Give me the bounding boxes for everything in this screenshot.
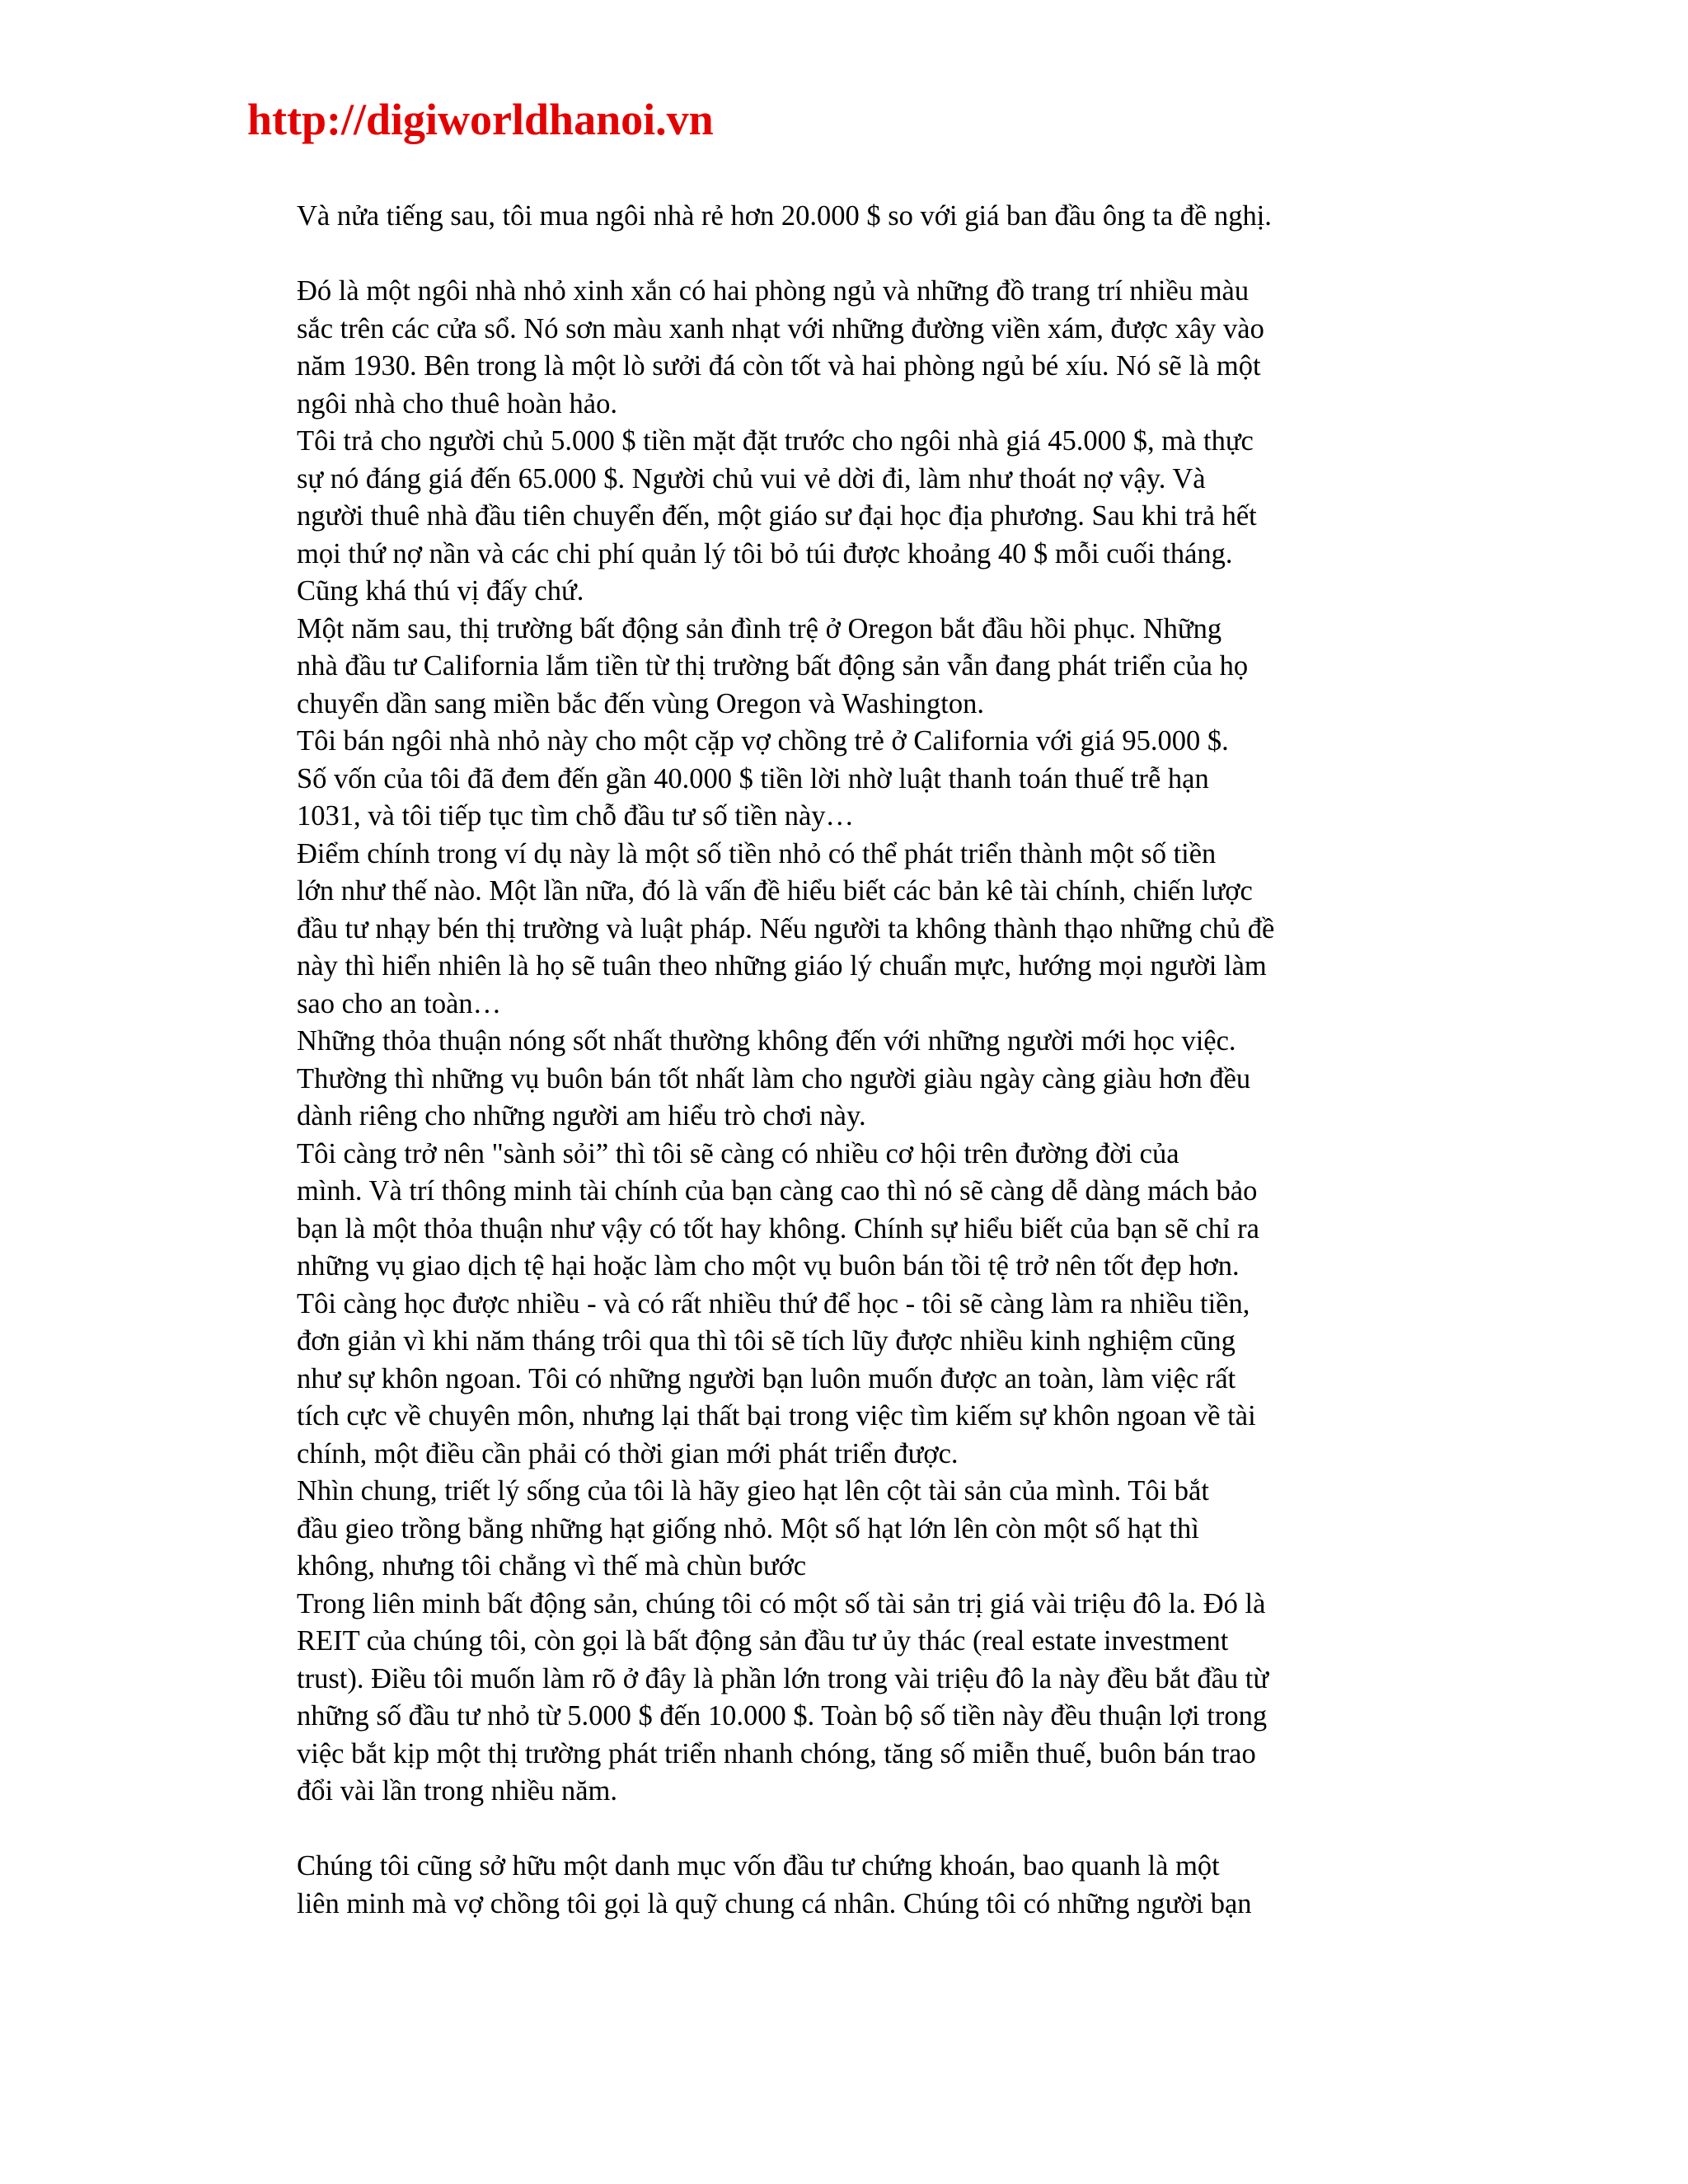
text-line: Tôi càng trở nên "sành sỏi” thì tôi sẽ càng có nhiều cơ hội trên đường đời của <box>297 1137 1179 1169</box>
text-line: liên minh mà vợ chồng tôi gọi là quỹ chung cá nhân. Chúng tôi có những người bạn <box>297 1887 1252 1919</box>
text-line: Một năm sau, thị trường bất động sản đình trệ ở Oregon bắt đầu hồi phục. Những <box>297 612 1222 644</box>
text-line: Nhìn chung, triết lý sống của tôi là hãy gieo hạt lên cột tài sản của mình. Tôi bắt <box>297 1475 1209 1507</box>
text-line: 1031, và tôi tiếp tục tìm chỗ đầu tư số tiền này… <box>297 800 855 832</box>
paragraph-gap <box>297 236 1451 274</box>
text-line: Tôi càng học được nhiều - và có rất nhiều thứ để học - tôi sẽ càng làm ra nhiều tiền, <box>297 1287 1250 1319</box>
paragraph <box>297 1848 1451 1923</box>
paragraph <box>297 1023 1451 1136</box>
text-line: Điểm chính trong ví dụ này là một số tiền nhỏ có thể phát triển thành một số tiền <box>297 837 1217 869</box>
text-line: mình. Và trí thông minh tài chính của bạn càng cao thì nó sẽ càng dễ dàng mách bảo <box>297 1175 1258 1207</box>
text-line: REIT của chúng tôi, còn gọi là bất động sản đầu tư ủy thác (real estate investment <box>297 1625 1229 1657</box>
text-line: Thường thì những vụ buôn bán tốt nhất làm cho người giàu ngày càng giàu hơn đều <box>297 1062 1251 1094</box>
text-line: như sự khôn ngoan. Tôi có những người bạn luôn muốn được an toàn, làm việc rất <box>297 1362 1236 1394</box>
text-line: nhà đầu tư California lắm tiền từ thị trường bất động sản vẫn đang phát triển của họ <box>297 650 1249 682</box>
text-line: Đó là một ngôi nhà nhỏ xinh xắn có hai phòng ngủ và những đồ trang trí nhiều màu <box>297 275 1250 307</box>
text-line: năm 1930. Bên trong là một lò sưởi đá còn tốt và hai phòng ngủ bé xíu. Nó sẽ là một <box>297 350 1261 382</box>
text-line: tích cực về chuyên môn, nhưng lại thất bại trong việc tìm kiếm sự khôn ngoan về tài <box>297 1400 1256 1432</box>
text-line: Trong liên minh bất động sản, chúng tôi có một số tài sản trị giá vài triệu đô la. Đó là <box>297 1587 1266 1619</box>
paragraph <box>297 1473 1451 1586</box>
text-line: sự nó đáng giá đến 65.000 $. Người chủ vui vẻ dời đi, làm như thoát nợ vậy. Và <box>297 462 1206 494</box>
paragraph <box>297 1136 1451 1474</box>
paragraph <box>297 273 1451 423</box>
text-line: việc bắt kịp một thị trường phát triển nhanh chóng, tăng số miễn thuế, buôn bán trao <box>297 1737 1256 1769</box>
text-line: mọi thứ nợ nần và các chi phí quản lý tôi bỏ túi được khoảng 40 $ mỗi cuối tháng. <box>297 537 1233 569</box>
text-line: sắc trên các cửa sổ. Nó sơn màu xanh nhạt với những đường viền xám, được xây vào <box>297 312 1264 344</box>
paragraph <box>297 423 1451 611</box>
text-line: đổi vài lần trong nhiều năm. <box>297 1775 618 1807</box>
paragraph <box>297 611 1451 724</box>
paragraph <box>297 723 1451 836</box>
text-line: trust). Điều tôi muốn làm rõ ở đây là phần lớn trong vài triệu đô la này đều bắt đầu từ <box>297 1662 1269 1694</box>
text-line: đầu tư nhạy bén thị trường và luật pháp. Nếu người ta không thành thạo những chủ đề <box>297 912 1275 944</box>
text-line: những vụ giao dịch tệ hại hoặc làm cho một vụ buôn bán tồi tệ trở nên tốt đẹp hơn. <box>297 1250 1240 1282</box>
paragraph-gap <box>297 1811 1451 1849</box>
text-line: bạn là một thỏa thuận như vậy có tốt hay không. Chính sự hiểu biết của bạn sẽ chỉ ra <box>297 1212 1259 1244</box>
text-line: Cũng khá thú vị đấy chứ. <box>297 575 584 607</box>
paragraph <box>297 1586 1451 1811</box>
text-line: lớn như thế nào. Một lần nữa, đó là vấn đề hiểu biết các bản kê tài chính, chiến lược <box>297 875 1253 907</box>
text-line: chuyển dần sang miền bắc đến vùng Oregon và Washington. <box>297 687 984 719</box>
text-line: người thuê nhà đầu tiên chuyển đến, một giáo sư đại học địa phương. Sau khi trả hết <box>297 500 1257 532</box>
text-line: Chúng tôi cũng sở hữu một danh mục vốn đầu tư chứng khoán, bao quanh là một <box>297 1850 1220 1882</box>
body-text <box>297 198 1451 1923</box>
paragraph <box>297 836 1451 1024</box>
text-line: ngôi nhà cho thuê hoàn hảo. <box>297 387 617 419</box>
text-line: Và nửa tiếng sau, tôi mua ngôi nhà rẻ hơn 20.000 $ so với giá ban đầu ông ta đề nghị. <box>297 200 1272 232</box>
text-line: sao cho an toàn… <box>297 987 502 1019</box>
text-line: những số đầu tư nhỏ từ 5.000 $ đến 10.000 $. Toàn bộ số tiền này đều thuận lợi trong <box>297 1700 1268 1732</box>
text-line: không, nhưng tôi chẳng vì thế mà chùn bước <box>297 1550 807 1582</box>
site-link[interactable]: http://digiworldhanoi.vn <box>247 95 714 144</box>
text-line: chính, một điều cần phải có thời gian mới phát triển được. <box>297 1437 959 1469</box>
paragraph <box>297 198 1451 236</box>
text-line: đầu gieo trồng bằng những hạt giống nhỏ. Một số hạt lớn lên còn một số hạt thì <box>297 1512 1199 1544</box>
text-line: dành riêng cho những người am hiểu trò chơi này. <box>297 1100 866 1132</box>
text-line: Tôi bán ngôi nhà nhỏ này cho một cặp vợ chồng trẻ ở California với giá 95.000 $. <box>297 725 1229 757</box>
text-line: Tôi trả cho người chủ 5.000 $ tiền mặt đặt trước cho ngôi nhà giá 45.000 $, mà thực <box>297 425 1254 457</box>
text-line: Những thỏa thuận nóng sốt nhất thường không đến với những người mới học việc. <box>297 1025 1236 1057</box>
text-line: này thì hiển nhiên là họ sẽ tuân theo những giáo lý chuẩn mực, hướng mọi người làm <box>297 950 1267 982</box>
text-line: đơn giản vì khi năm tháng trôi qua thì tôi sẽ tích lũy được nhiều kinh nghiệm cũng <box>297 1325 1236 1357</box>
text-line: Số vốn của tôi đã đem đến gần 40.000 $ tiền lời nhờ luật thanh toán thuế trễ hạn <box>297 762 1209 794</box>
